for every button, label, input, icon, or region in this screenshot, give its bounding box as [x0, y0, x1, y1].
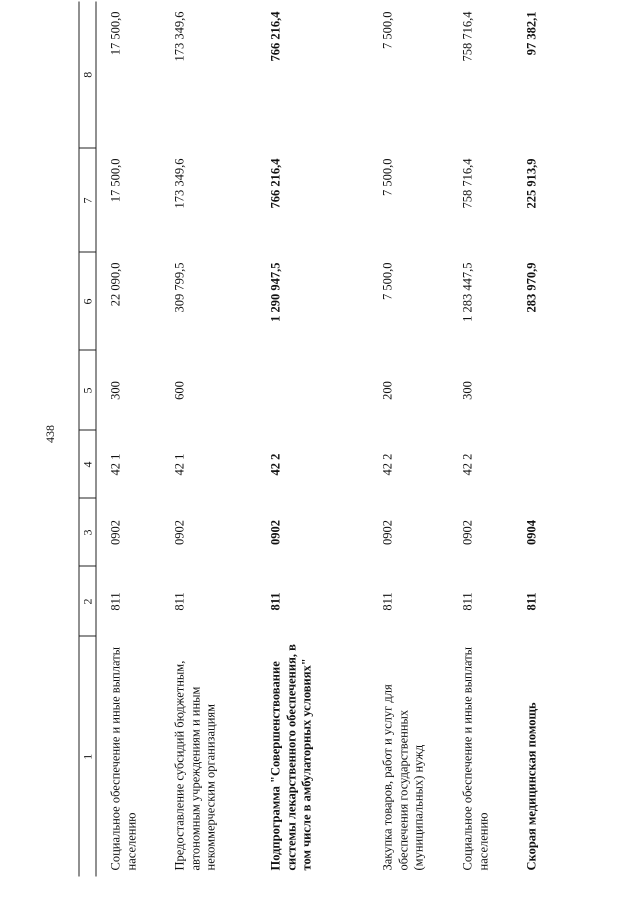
row-name: Подпрограмма "Совершенствование системы лекарственного обеспечения, в том числе в амбулаторных условиях"	[268, 644, 314, 871]
cell-amount-7: 173 349,6	[172, 158, 187, 209]
cell-target-code	[513, 431, 559, 499]
cell-expense-type: 300	[460, 381, 475, 400]
budget-table-container	[79, 2, 621, 877]
table-row	[161, 2, 257, 877]
cell-target-code: 42 1	[172, 453, 187, 476]
cell-amount-6: 22 090,0	[108, 262, 123, 307]
cell-target-code: 42 2	[460, 453, 475, 476]
cell-amount-8: 17 500,0	[108, 11, 123, 56]
column-header: 4	[79, 431, 96, 499]
cell-amount-6: 309 799,5	[172, 262, 187, 313]
cell-amount-7: 17 500,0	[108, 158, 123, 203]
table-row	[369, 2, 449, 877]
cell-ministry-code: 811	[108, 592, 123, 611]
column-header: 3	[79, 499, 96, 567]
cell-amount-6: 1 283 447,5	[460, 262, 475, 322]
row-name: Социальное обеспечение и иные выплаты населению	[108, 646, 139, 871]
cell-section-code: 0904	[524, 520, 539, 545]
cell-section-code: 0902	[460, 520, 475, 545]
column-header: 8	[79, 2, 96, 149]
cell-ministry-code: 811	[380, 592, 395, 611]
column-header: 6	[79, 253, 96, 351]
column-header: 7	[79, 149, 96, 253]
cell-amount-7: 7 500,0	[380, 158, 395, 196]
table-row	[96, 2, 161, 877]
cell-section-code: 0902	[268, 520, 283, 545]
cell-amount-7: 758 716,4	[460, 158, 475, 209]
column-header: 5	[79, 351, 96, 431]
cell-target-code: 42 2	[268, 453, 283, 476]
cell-ministry-code: 811	[268, 592, 283, 611]
column-header: 2	[79, 567, 96, 637]
cell-expense-type: 600	[172, 381, 187, 400]
page-number: 438	[43, 425, 57, 443]
table-row	[513, 2, 559, 877]
cell-ministry-code: 811	[460, 592, 475, 611]
cell-amount-8: 97 382,1	[524, 11, 539, 56]
cell-amount-6: 7 500,0	[380, 262, 395, 300]
cell-target-code: 42 1	[108, 453, 123, 476]
cell-amount-6: 1 290 947,5	[268, 262, 283, 322]
cell-amount-8: 766 216,4	[268, 11, 283, 62]
budget-table	[79, 2, 559, 877]
cell-expense-type: 300	[108, 381, 123, 400]
cell-amount-8: 7 500,0	[380, 11, 395, 49]
cell-section-code: 0902	[172, 520, 187, 545]
cell-expense-type	[513, 351, 559, 431]
row-name: Социальное обеспечение и иные выплаты населению	[460, 646, 491, 871]
cell-ministry-code: 811	[172, 592, 187, 611]
cell-target-code: 42 2	[380, 453, 395, 476]
cell-amount-7: 766 216,4	[268, 158, 283, 209]
row-name: Предоставление субсидий бюджетным, автономным учреждениям и иным некоммерческим организациям	[172, 660, 218, 871]
cell-expense-type: 200	[380, 381, 395, 400]
cell-section-code: 0902	[108, 520, 123, 545]
table-row	[257, 2, 369, 877]
table-row	[449, 2, 513, 877]
row-name: Скорая медицинская помощь	[524, 702, 539, 871]
cell-ministry-code: 811	[524, 592, 539, 611]
cell-amount-8: 173 349,6	[172, 11, 187, 62]
cell-amount-6: 283 970,9	[524, 262, 539, 313]
column-header: 1	[79, 637, 96, 877]
header-row	[79, 2, 96, 877]
cell-amount-8: 758 716,4	[460, 11, 475, 62]
cell-section-code: 0902	[380, 520, 395, 545]
cell-expense-type	[257, 351, 369, 431]
row-name: Закупка товаров, работ и услуг для обеспечения государственных (муниципальных) нужд	[380, 684, 426, 871]
cell-amount-7: 225 913,9	[524, 158, 539, 209]
